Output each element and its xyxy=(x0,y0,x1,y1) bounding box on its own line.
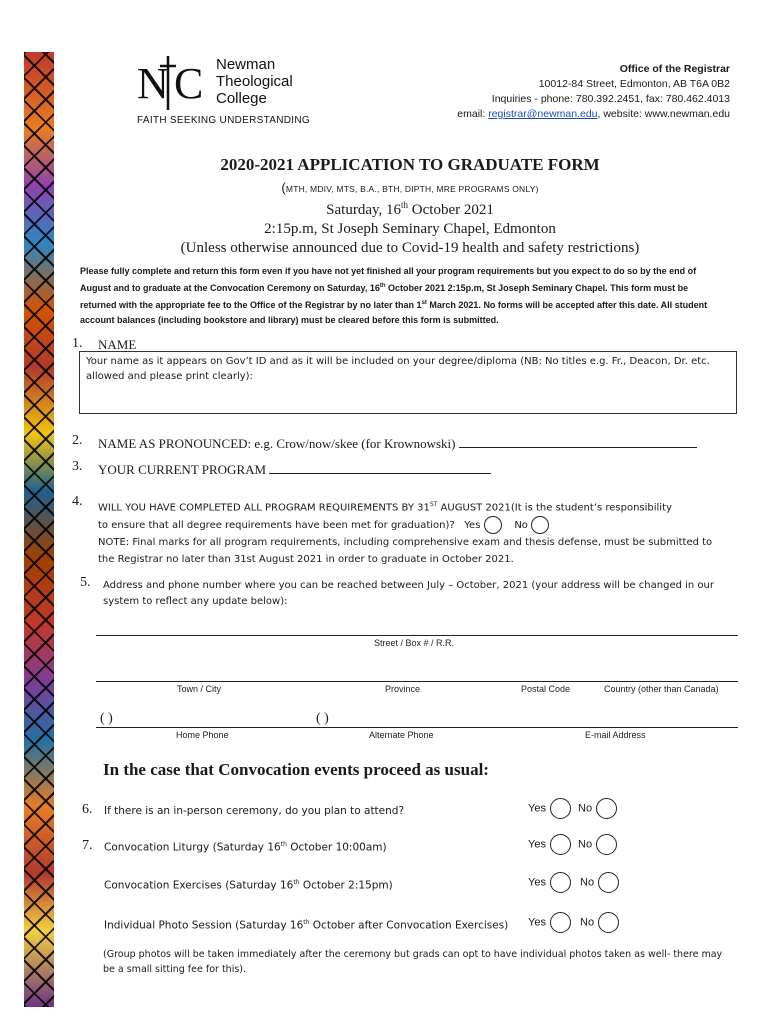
liturgy-no-group: No xyxy=(578,834,617,855)
website-text: , website: www.newman.edu xyxy=(597,108,730,120)
photo-yes-option[interactable] xyxy=(550,912,571,933)
street-field[interactable] xyxy=(96,635,738,636)
postal-code-label: Postal Code xyxy=(521,684,571,694)
phone-email-field[interactable] xyxy=(96,727,738,728)
q3-row xyxy=(98,461,491,478)
registrar-email-link[interactable]: registrar@newman.edu xyxy=(488,108,598,120)
name-field[interactable] xyxy=(79,351,737,414)
town-label: Town / City xyxy=(177,684,222,694)
q5-label: Address and phone number where you can be reached between July – October, 2021 (your address will be changed in our system to reflect any update below): xyxy=(103,580,714,607)
stained-glass-border xyxy=(24,52,54,1007)
registrar-contact xyxy=(457,62,730,122)
q6-yes-option[interactable] xyxy=(550,798,571,819)
street-label: Street / Box # / R.R. xyxy=(374,638,455,648)
q2-label: NAME AS PRONOUNCED: e.g. Crow/now/skee (for Krownowski) xyxy=(98,436,456,451)
email-label: E-mail Address xyxy=(585,730,646,740)
photo-footnote: (Group photos will be taken immediately after the ceremony but grads can opt to have individual photos taken as well- there may be a small sitting fee for this). xyxy=(103,949,723,975)
photo-no-group: No xyxy=(580,912,619,933)
current-program-field[interactable] xyxy=(269,461,491,474)
photo-session-label: Individual Photo Session (Saturday 16th October after Convocation Exercises) xyxy=(104,919,509,932)
ceremony-details: Saturday, 16th October 2021 2:15p.m, St Joseph Seminary Chapel, Edmonton (Unless otherwise announced due to Covid-19 health and safety restrictions) xyxy=(180,200,640,256)
q1-number: 1. xyxy=(72,336,83,351)
registrar-office: Office of the Registrar xyxy=(619,63,730,75)
exercises-yes-group: Yes xyxy=(528,872,571,893)
liturgy-label: Convocation Liturgy (Saturday 16th October 10:00am) xyxy=(104,841,387,854)
programs-note: (MTH, MDIV, MTS, B.A., BTH, DIPTH, MRE PROGRAMS ONLY) xyxy=(281,180,539,195)
ntc-logo-icon xyxy=(137,54,203,112)
q6-no-group: No xyxy=(578,798,617,819)
home-phone-area: ( ) xyxy=(100,711,113,726)
q7-number: 7. xyxy=(82,838,93,853)
registrar-address: 10012-84 Street, Edmonton, AB T6A 0B2 xyxy=(538,78,730,90)
exercises-no-group: No xyxy=(580,872,619,893)
town-province-field[interactable] xyxy=(96,681,738,682)
svg-text:N: N xyxy=(137,59,169,108)
q6-number: 6. xyxy=(82,802,93,817)
exercises-yes-option[interactable] xyxy=(550,872,571,893)
q6-yes-group: Yes xyxy=(528,798,571,819)
q3-label: YOUR CURRENT PROGRAM xyxy=(98,462,267,477)
q3-number: 3. xyxy=(72,459,83,474)
liturgy-yes-group: Yes xyxy=(528,834,571,855)
liturgy-no-option[interactable] xyxy=(596,834,617,855)
exercises-no-option[interactable] xyxy=(598,872,619,893)
college-tagline: FAITH SEEKING UNDERSTANDING xyxy=(137,115,310,126)
q6-label: If there is an in-person ceremony, do you plan to attend? xyxy=(104,805,405,817)
q5-number: 5. xyxy=(80,575,91,590)
q2-row xyxy=(98,435,697,452)
q4-no-option[interactable] xyxy=(531,516,549,534)
q2-number: 2. xyxy=(72,433,83,448)
registrar-inquiries: Inquiries - phone: 780.392.2451, fax: 780.462.4013 xyxy=(491,93,730,105)
section-heading: In the case that Convocation events proceed as usual: xyxy=(103,760,489,779)
pronunciation-field[interactable] xyxy=(459,435,697,448)
q4-text: WILL YOU HAVE COMPLETED ALL PROGRAM REQUIREMENTS BY 31ST AUGUST 2021(It is the student’s responsibility to ensure that all degree requirements have been met for graduation)? Yes No NOTE: Final marks for all program requirements, including comprehensive exam and thesis defense, must be submitted to the Registrar no later than 31st August 2021 in order to graduate in October 2021. xyxy=(98,496,728,568)
liturgy-yes-option[interactable] xyxy=(550,834,571,855)
college-name: Newman Theological College xyxy=(216,56,293,107)
q6-no-option[interactable] xyxy=(596,798,617,819)
q4-note: NOTE: Final marks for all program requirements, including comprehensive exam and thesis defense, must be submitted to the Registrar no later than 31st August 2021 in order to graduate in October 2021. xyxy=(98,537,713,566)
photo-yes-group: Yes xyxy=(528,912,571,933)
email-prefix: email: xyxy=(457,108,489,120)
alt-phone-label: Alternate Phone xyxy=(369,730,434,740)
province-label: Province xyxy=(385,684,421,694)
q1-label: NAME xyxy=(98,337,137,352)
q4-yes-option[interactable] xyxy=(484,516,502,534)
alt-phone-area: ( ) xyxy=(316,711,329,726)
country-label: Country (other than Canada) xyxy=(604,684,719,694)
photo-no-option[interactable] xyxy=(598,912,619,933)
q4-number: 4. xyxy=(72,494,83,509)
form-title: 2020-2021 APPLICATION TO GRADUATE FORM xyxy=(220,155,600,174)
intro-instructions: Please fully complete and return this form even if you have not yet finished all your program requirements but you expect to do so by the end of August and to graduate at the Convocation Ceremony on Saturday, 16th October 2021 2:15p.m, St Joseph Seminary Chapel. This form must be returned with the appropriate fee to the Office of the Registrar by no later than 1st March 2021. No forms will be accepted after this date. All student account balances (including bookstore and library) must be cleared before this form is submitted. xyxy=(80,266,708,325)
home-phone-label: Home Phone xyxy=(176,730,229,740)
svg-text:C: C xyxy=(174,59,203,108)
name-instructions: Your name as it appears on Gov’t ID and as it will be included on your degree/diploma (NB: No titles e.g. Fr., Deacon, Dr. etc. allowed and please print clearly): xyxy=(86,356,710,382)
exercises-label: Convocation Exercises (Saturday 16th October 2:15pm) xyxy=(104,879,393,892)
